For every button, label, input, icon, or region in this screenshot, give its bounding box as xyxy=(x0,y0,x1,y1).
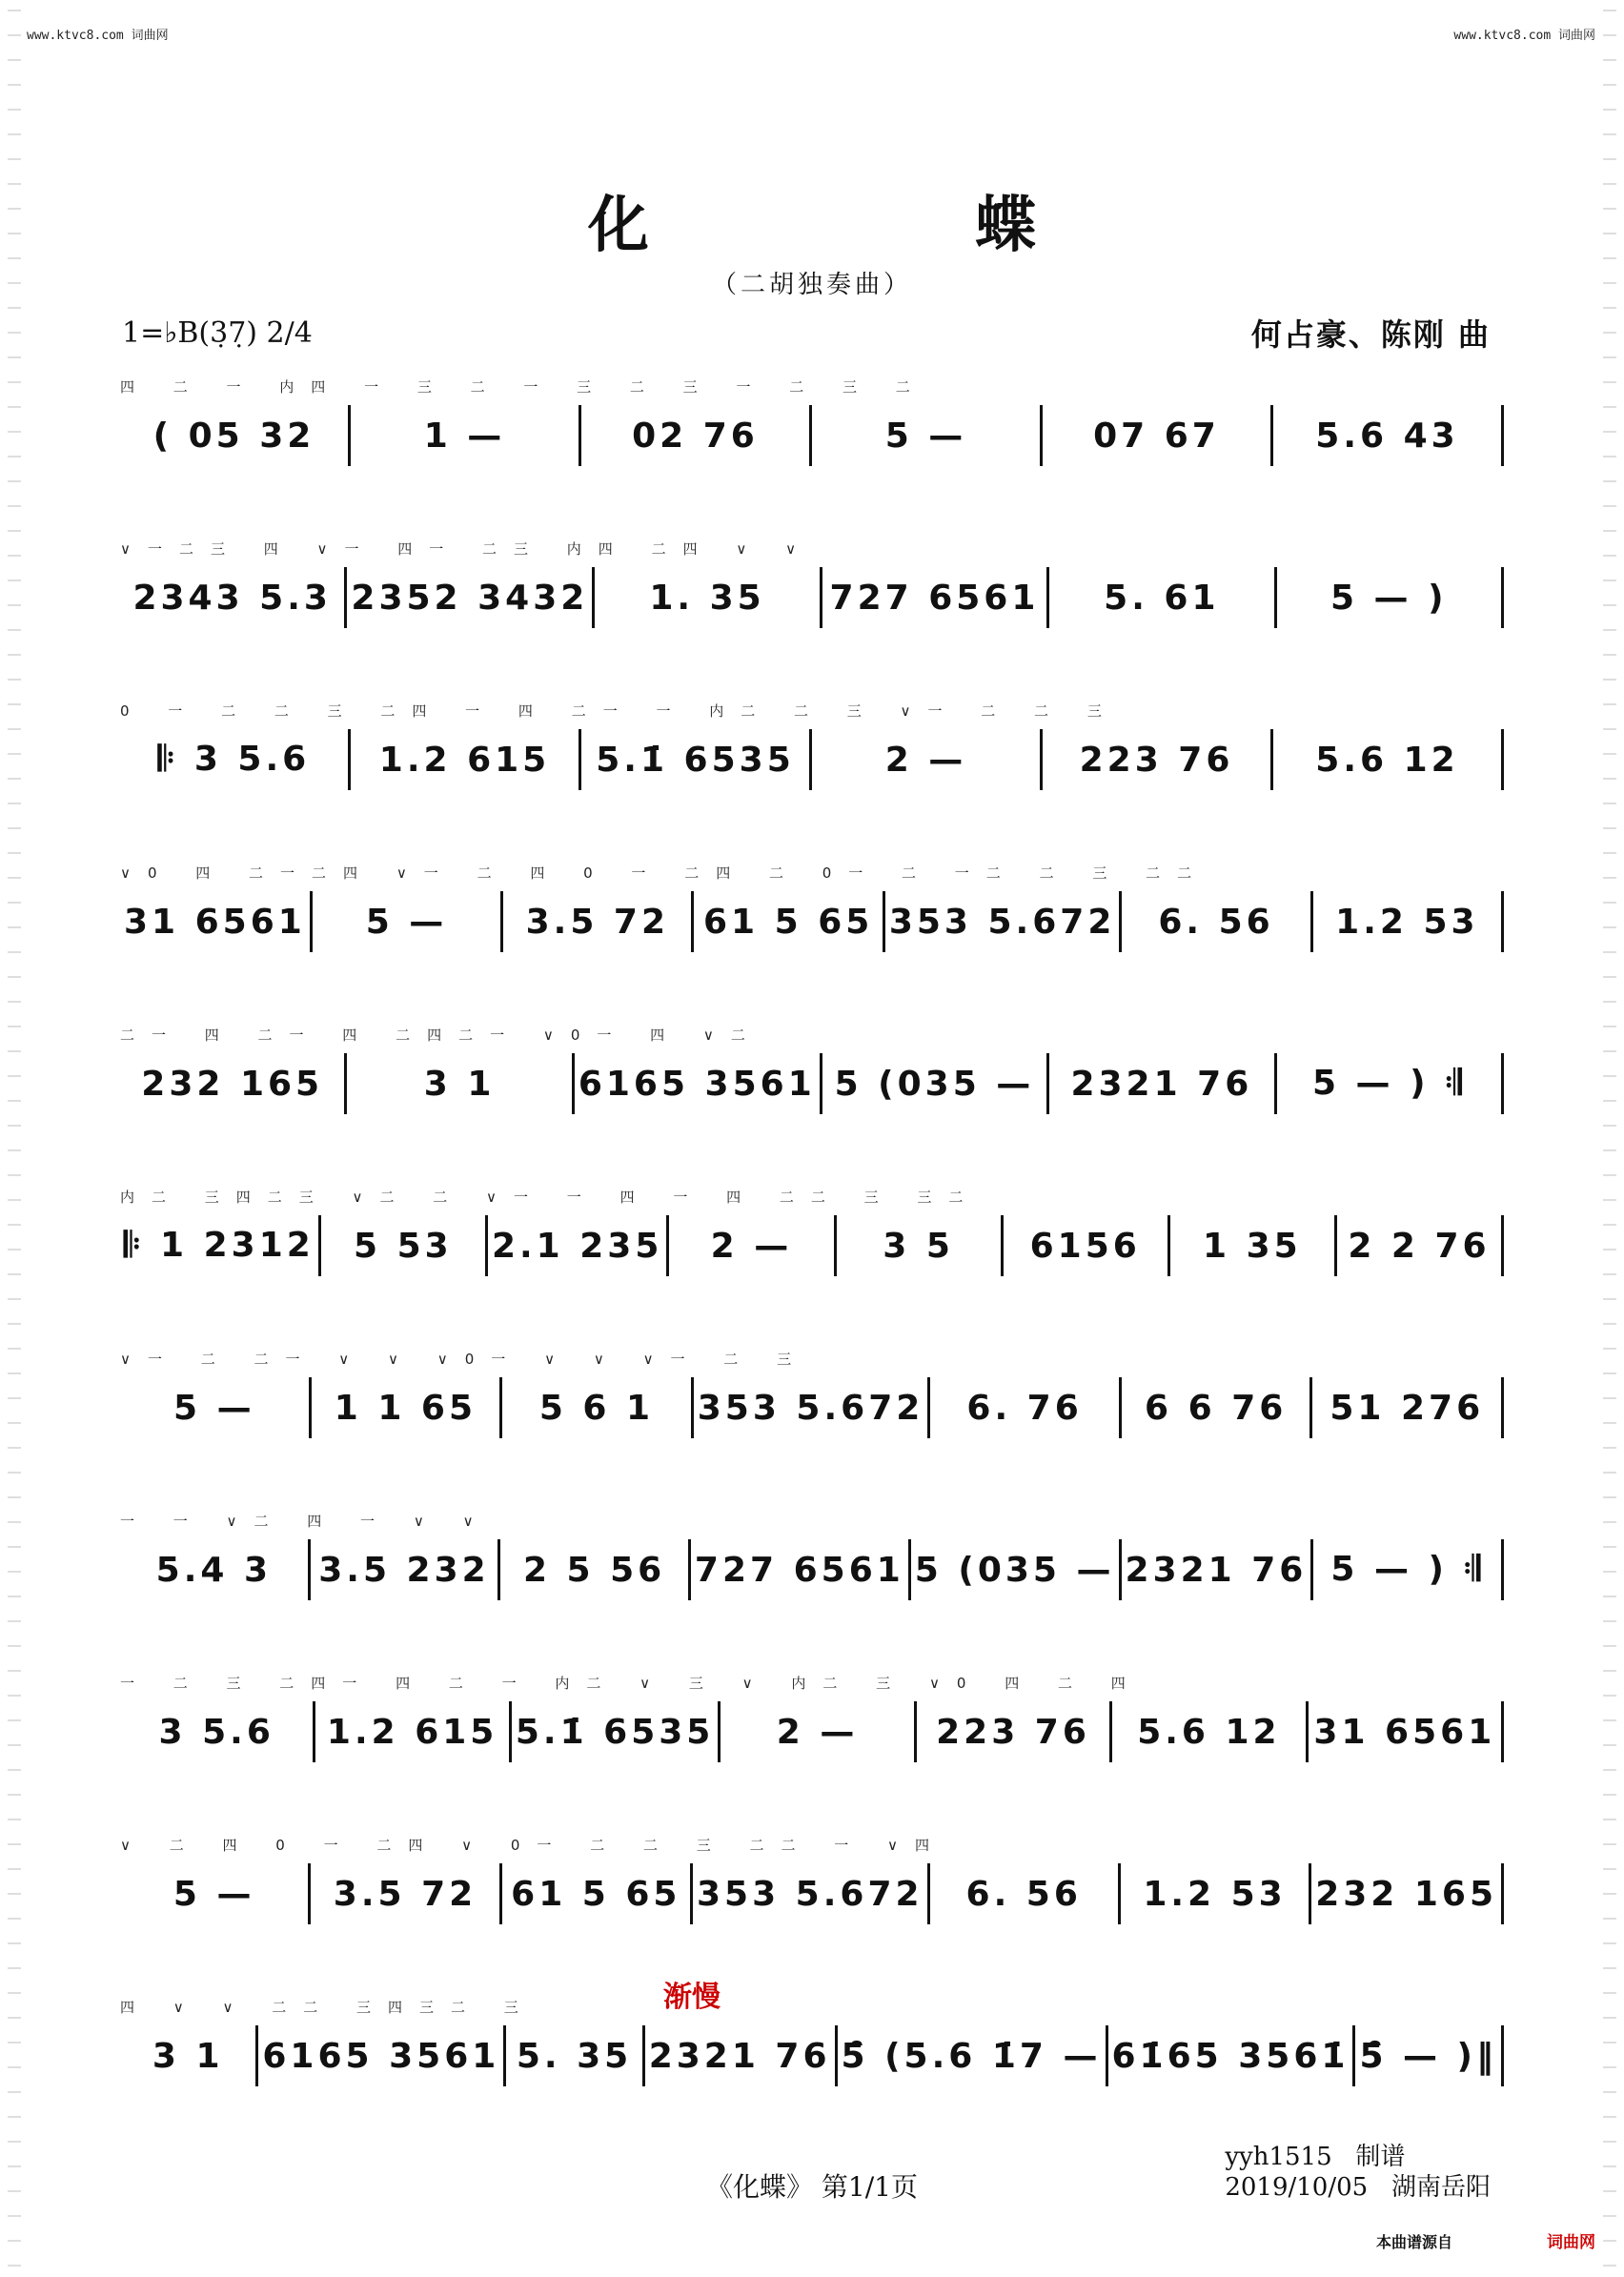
measure: 5. 61 xyxy=(1049,567,1276,628)
measure: 2 — xyxy=(721,1701,916,1762)
measure: 6. 56 xyxy=(930,1863,1121,1924)
header-left: www.ktvc8.com 词曲网 xyxy=(27,29,169,43)
measure: 31 6561 xyxy=(120,891,313,952)
maker-place: 湖南岳阳 xyxy=(1391,2173,1491,2202)
measure: 727 6561 xyxy=(822,567,1049,628)
page-footer: 《化蝶》 第1/1页 xyxy=(706,2171,918,2203)
measure: 5 (035 — xyxy=(911,1539,1122,1600)
measure: 232 165 xyxy=(1311,1863,1504,1924)
measure: 2321 76 xyxy=(1049,1053,1276,1114)
measure: 5 — xyxy=(120,1377,312,1438)
measure: 2 2 76 xyxy=(1337,1215,1504,1276)
fingering-row: 内二 三四二三 ∨二 二 ∨一 一 四 一 四 二二 三 三二 xyxy=(120,1189,981,1206)
score-title: 化 蝶 xyxy=(587,190,1189,261)
measure: 5 6 1 xyxy=(502,1377,694,1438)
staff-system xyxy=(120,1349,1504,1444)
measure: 𝄆 1 2312 xyxy=(120,1215,321,1276)
fingering-row: 0 一 二 二 三 二四 一 四 二一 一 内二 二 三 ∨一 二 二 三 xyxy=(120,702,1119,720)
measure: 51 276 xyxy=(1312,1377,1504,1438)
measure: 1 — xyxy=(351,405,581,466)
fingering-row: 二一 四 二一 四 二四二一 ∨0一 四 ∨二 xyxy=(120,1027,762,1044)
measure: 5̑ — )‖ xyxy=(1355,2025,1504,2086)
key-signature: 1=♭B(3̣7̣) 2/4 xyxy=(122,316,313,350)
measure: 353 5.672 xyxy=(693,1863,930,1924)
measure: 2352 3432 xyxy=(347,567,595,628)
measure: 232 165 xyxy=(120,1053,347,1114)
measure: 2343 5.3 xyxy=(120,567,347,628)
measure: 353 5.672 xyxy=(885,891,1123,952)
staff-system xyxy=(120,539,1504,634)
measure: 2321 76 xyxy=(645,2025,838,2086)
measure: 1. 35 xyxy=(595,567,822,628)
measure: 5 — ) 𝄇 xyxy=(1277,1053,1504,1114)
measure: 1 1 65 xyxy=(312,1377,503,1438)
staff-system xyxy=(120,1187,1504,1282)
measure: 2 — xyxy=(669,1215,836,1276)
measure: 223 76 xyxy=(917,1701,1112,1762)
staff-system xyxy=(120,1511,1504,1606)
measure: 𝄆 3 5.6 xyxy=(120,729,351,790)
measure: 61 5 65 xyxy=(694,891,884,952)
fingering-row: 四 ∨ ∨ 二二 三四三二 三 xyxy=(120,1999,536,2016)
notation-staff xyxy=(120,2025,1504,2086)
fingering-row: ∨ 二 四 0 一 二四 ∨ 0一 二 二 三 二二 一 ∨四 xyxy=(120,1837,947,1854)
measure: 2.1 235 xyxy=(488,1215,669,1276)
measure: 6156 xyxy=(1004,1215,1170,1276)
fingering-row: 一 一 ∨二 四 一 ∨ ∨ xyxy=(120,1513,491,1530)
staff-system xyxy=(120,863,1504,958)
measure: 5 53 xyxy=(321,1215,488,1276)
measure: 3 5.6 xyxy=(120,1701,315,1762)
header-right: www.ktvc8.com 词曲网 xyxy=(1453,29,1595,43)
measure: 1.2 53 xyxy=(1121,1863,1311,1924)
notation-staff xyxy=(120,1053,1504,1114)
measure: 6 6 76 xyxy=(1122,1377,1313,1438)
measure: 5.1̇ 6535 xyxy=(512,1701,721,1762)
measure: 2 — xyxy=(812,729,1043,790)
measure: 2321 76 xyxy=(1122,1539,1314,1600)
measure: 31 6561 xyxy=(1309,1701,1504,1762)
measure: 3.5 72 xyxy=(503,891,694,952)
measure: 3 1 xyxy=(347,1053,574,1114)
source-label: 本曲谱源自 xyxy=(1375,2233,1452,2251)
measure: 3.5 72 xyxy=(311,1863,501,1924)
notation-staff xyxy=(120,567,1504,628)
staff-system xyxy=(120,1673,1504,1768)
fingering-row: 四 二 一 内四 一 三 二 一 三 二 三 一 二 三 二 xyxy=(120,378,927,396)
measure: 6165 3561 xyxy=(575,1053,822,1114)
maker-date: 2019/10/05 xyxy=(1225,2173,1369,2202)
measure: 1.2 615 xyxy=(315,1701,511,1762)
measure: 5.1̇ 6535 xyxy=(581,729,812,790)
score-subtitle: （二胡独奏曲） xyxy=(711,271,912,299)
staff-system xyxy=(120,376,1504,472)
staff-system xyxy=(120,1835,1504,1930)
measure: 3.5 232 xyxy=(311,1539,501,1600)
measure: 61̇65 3561̇ xyxy=(1108,2025,1356,2086)
measure: 5.6 12 xyxy=(1112,1701,1308,1762)
maker-info xyxy=(1225,2142,1491,2203)
notation-staff xyxy=(120,891,1504,952)
measure: 5 — ) 𝄇 xyxy=(1313,1539,1504,1600)
measure: 1.2 615 xyxy=(351,729,581,790)
measure: 02 76 xyxy=(581,405,812,466)
measure: 6. 56 xyxy=(1122,891,1312,952)
measure: 5.6 12 xyxy=(1273,729,1504,790)
fingering-row: ∨0 四 二一二四 ∨一 二 四 0 一 二四 二 0一 二 一二 二 三 二二 xyxy=(120,864,1209,882)
brand-logo: 词曲网 xyxy=(1547,2233,1595,2252)
notation-staff xyxy=(120,405,1504,466)
notation-staff xyxy=(120,1377,1504,1438)
tempo-mark: 渐慢 xyxy=(663,1981,721,2014)
measure: 5 — xyxy=(812,405,1043,466)
staff-system xyxy=(120,1997,1504,2092)
composer: 何占豪、陈刚 曲 xyxy=(1250,316,1491,353)
measure: 5 (035 — xyxy=(822,1053,1049,1114)
fingering-row: 一 二 三 二四一 四 二 一 内二 ∨ 三 ∨ 内二 三 ∨0 四 二 四 xyxy=(120,1675,1143,1692)
notation-staff xyxy=(120,1701,1504,1762)
measure: 1.2 53 xyxy=(1313,891,1504,952)
notation-staff xyxy=(120,1863,1504,1924)
notation-staff xyxy=(120,1215,1504,1276)
measure: 6. 76 xyxy=(930,1377,1122,1438)
measure: 5 — xyxy=(120,1863,311,1924)
notation-staff xyxy=(120,1539,1504,1600)
left-border-pattern xyxy=(8,0,21,2277)
fingering-row: ∨一二三 四 ∨一 四一 二三 内四 二四 ∨ ∨ xyxy=(120,540,814,558)
fingering-row: ∨一 二 二一 ∨ ∨ ∨0一 ∨ ∨ ∨一 二 三 xyxy=(120,1351,809,1368)
measure: 61 5 65 xyxy=(502,1863,693,1924)
measure: 3 1 xyxy=(120,2025,258,2086)
measure: ( 05 32 xyxy=(120,405,351,466)
measure: 1 35 xyxy=(1170,1215,1337,1276)
measure: 5. 35 xyxy=(506,2025,644,2086)
measure: 6165 3561 xyxy=(258,2025,506,2086)
staff-system xyxy=(120,701,1504,796)
measure: 5.6 43 xyxy=(1273,405,1504,466)
measure: 5 — xyxy=(313,891,503,952)
measure: 353 5.672 xyxy=(694,1377,931,1438)
maker-role: 制谱 xyxy=(1355,2143,1406,2171)
measure: 727 6561 xyxy=(691,1539,911,1600)
measure: 07 67 xyxy=(1043,405,1273,466)
measure: 2 5 56 xyxy=(500,1539,691,1600)
measure: 5.4 3 xyxy=(120,1539,311,1600)
measure: 223 76 xyxy=(1043,729,1273,790)
maker-name: yyh1515 xyxy=(1225,2143,1332,2171)
measure: 3 5 xyxy=(837,1215,1004,1276)
measure: 5 — ) xyxy=(1277,567,1504,628)
right-border-pattern xyxy=(1603,0,1616,2277)
staff-system xyxy=(120,1025,1504,1120)
notation-staff xyxy=(120,729,1504,790)
measure: 5̑ (5.6 1̇7 — xyxy=(838,2025,1108,2086)
